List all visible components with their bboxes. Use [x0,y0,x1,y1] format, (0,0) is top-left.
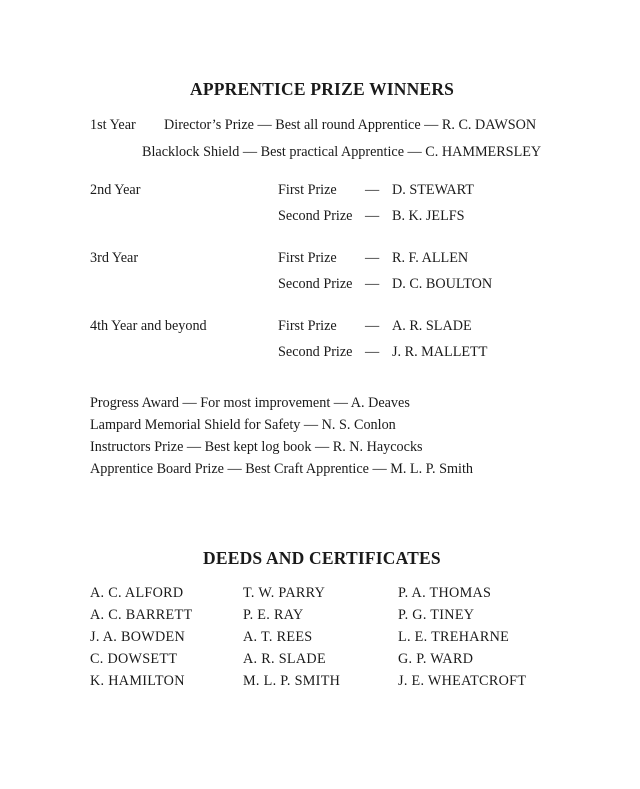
certificate-name: J. E. WHEATCROFT [398,673,527,689]
first-prize-label: First Prize [278,318,337,334]
award-line: Instructors Prize — Best kept log book — R. N. Haycocks [90,439,423,455]
certificate-name: J. A. BOWDEN [90,629,186,645]
dash-separator: — [365,182,380,198]
certificate-name: A. T. REES [243,629,313,645]
directors-prize-line: Director’s Prize — Best all round Apprentice — R. C. DAWSON [164,117,537,133]
prize-winners-title: APPRENTICE PRIZE WINNERS [190,79,455,99]
certificate-name: M. L. P. SMITH [243,673,341,689]
award-line: Apprentice Board Prize — Best Craft Apprentice — M. L. P. Smith [90,461,473,477]
first-prize-label: First Prize [278,182,337,198]
certificate-name: A. C. BARRETT [90,607,193,623]
second-prize-winner: J. R. MALLETT [392,344,488,360]
second-prize-winner: D. C. BOULTON [392,276,493,292]
dash-separator: — [365,208,380,224]
year-label: 2nd Year [90,182,141,198]
certificate-name: P. E. RAY [243,607,304,623]
second-prize-label: Second Prize [278,276,353,292]
dash-separator: — [365,344,380,360]
first-prize-winner: R. F. ALLEN [392,250,469,266]
first-prize-label: First Prize [278,250,337,266]
second-prize-label: Second Prize [278,208,353,224]
certificate-name: C. DOWSETT [90,651,178,667]
dash-separator: — [365,276,380,292]
second-prize-winner: B. K. JELFS [392,208,465,224]
certificate-name: T. W. PARRY [243,585,326,601]
award-line: Lampard Memorial Shield for Safety — N. S. Conlon [90,417,396,433]
certificate-name: P. G. TINEY [398,607,475,623]
year-label: 4th Year and beyond [90,318,207,334]
award-line: Progress Award — For most improvement — A. Deaves [90,395,410,411]
blacklock-shield-line: Blacklock Shield — Best practical Apprentice — C. HAMMERSLEY [142,144,542,160]
certificate-name: A. C. ALFORD [90,585,184,601]
certificate-name: L. E. TREHARNE [398,629,510,645]
first-year-label: 1st Year [90,117,136,133]
certificate-name: K. HAMILTON [90,673,185,689]
certificate-name: P. A. THOMAS [398,585,492,601]
certificate-name: A. R. SLADE [243,651,326,667]
year-label: 3rd Year [90,250,139,266]
second-prize-label: Second Prize [278,344,353,360]
certificate-name: G. P. WARD [398,651,474,667]
deeds-title: DEEDS AND CERTIFICATES [203,548,441,568]
first-prize-winner: D. STEWART [392,182,474,198]
first-prize-winner: A. R. SLADE [392,318,472,334]
dash-separator: — [365,250,380,266]
dash-separator: — [365,318,380,334]
